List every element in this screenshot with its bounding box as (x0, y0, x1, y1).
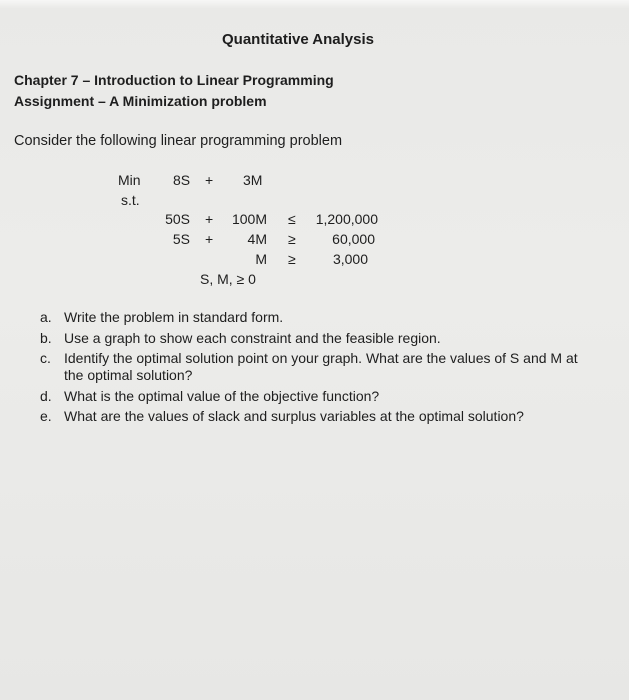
top-edge (0, 0, 629, 8)
constraint-2-lhs2: 4M (247, 231, 267, 247)
question-text: Write the problem in standard form. (64, 309, 284, 325)
objective-label: Min (118, 172, 141, 188)
constraint-3-lhs2: M (255, 251, 267, 267)
question-d (40, 388, 600, 405)
nonnegativity-constraint: S, M, ≥ 0 (200, 271, 256, 287)
st-label: s.t. (121, 192, 140, 208)
page-title: Quantitative Analysis (222, 31, 374, 48)
constraint-2-operator: + (205, 231, 214, 247)
objective-operator: + (205, 172, 214, 188)
question-text: Use a graph to show each constraint and the feasible region. (64, 329, 441, 346)
constraint-3-rhs: 3,000 (332, 251, 368, 267)
constraint-1-rhs: 1,200,000 (315, 211, 378, 227)
question-text: Identify the optimal solution point on your graph. What are the values of S and M at the optimal solution? (64, 350, 578, 383)
constraint-3-relation: ≥ (288, 251, 296, 267)
constraint-2-relation: ≥ (288, 231, 296, 247)
question-text: What is the optimal value of the objective function? (64, 387, 380, 404)
question-list (40, 309, 600, 429)
question-b (40, 330, 600, 347)
question-letter: c. (40, 350, 51, 366)
intro-text: Consider the following linear programming problem (14, 133, 343, 149)
question-letter: d. (40, 387, 52, 404)
constraint-2-lhs1: 5S (172, 231, 190, 247)
objective-term-1: 8S (173, 172, 191, 188)
constraint-1-relation: ≤ (288, 211, 296, 227)
question-c (40, 350, 600, 384)
question-text: What are the values of slack and surplus variables at the optimal solution? (64, 408, 524, 424)
objective-term-2: 3M (243, 172, 263, 188)
question-letter: a. (40, 309, 52, 325)
question-e (40, 408, 600, 425)
question-letter: e. (40, 408, 52, 424)
assignment-heading: Assignment – A Minimization problem (14, 93, 267, 109)
constraint-1-lhs1: 50S (165, 211, 190, 227)
constraint-1-lhs2: 100M (231, 211, 267, 227)
constraint-1-operator: + (205, 211, 214, 227)
question-a (40, 309, 600, 326)
question-letter: b. (40, 329, 52, 346)
constraint-2-rhs: 60,000 (332, 231, 375, 247)
chapter-heading: Chapter 7 – Introduction to Linear Programming (14, 72, 334, 88)
